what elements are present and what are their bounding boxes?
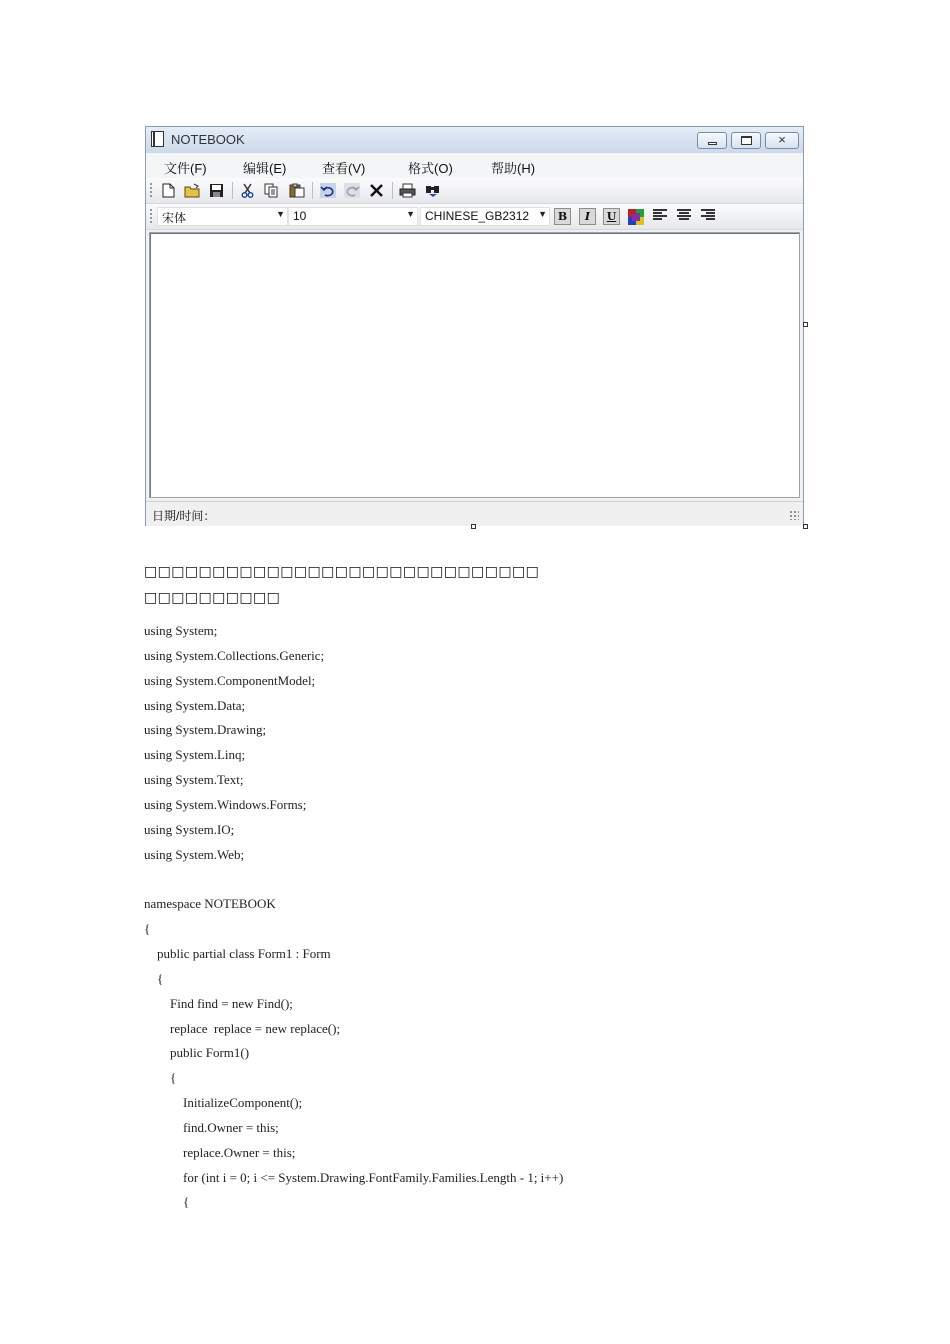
copy-icon[interactable] — [263, 182, 280, 199]
code-line: for (int i = 0; i <= System.Drawing.FontFamily.Families.Length - 1; i++) — [144, 1169, 564, 1185]
code-line — [144, 867, 563, 892]
paste-icon[interactable] — [288, 182, 305, 199]
menu-format[interactable]: 格式(O) — [408, 161, 453, 176]
notebook-window — [145, 126, 804, 526]
open-icon[interactable] — [184, 182, 201, 199]
toolbar-separator — [392, 182, 393, 199]
code-line: using System.Text; — [144, 772, 244, 788]
new-icon[interactable] — [160, 182, 177, 199]
code-line: public Form1() — [144, 1045, 250, 1061]
code-line: using System.Linq; — [144, 747, 246, 763]
code-line: { — [144, 1070, 177, 1086]
code-line: using System.Windows.Forms; — [144, 796, 307, 812]
chevron-down-icon: ▼ — [406, 209, 415, 219]
garbled-text-line: □□□□□□□□□□□□□□□□□□□□□□□□□□□□□ — [144, 564, 540, 580]
code-line: using System.Web; — [144, 846, 245, 862]
align-left-icon[interactable] — [653, 209, 667, 223]
code-line: replace.Owner = this; — [144, 1144, 296, 1160]
toolbar-grip[interactable] — [150, 209, 152, 224]
code-line: Find find = new Find(); — [144, 995, 293, 1011]
code-line: find.Owner = this; — [144, 1119, 279, 1135]
format-toolbar — [146, 204, 803, 230]
menu-view[interactable]: 查看(V) — [322, 161, 366, 176]
chevron-down-icon: ▼ — [276, 209, 285, 219]
menu-help[interactable]: 帮助(H) — [491, 161, 536, 176]
find-icon[interactable] — [424, 182, 441, 199]
code-line: using System.Data; — [144, 697, 246, 713]
font-family-value: 宋体 — [162, 211, 187, 225]
code-line: public partial class Form1 : Form — [144, 945, 331, 961]
menu-bar — [146, 153, 803, 178]
toolbar-separator — [312, 182, 313, 199]
text-editor[interactable] — [149, 232, 800, 498]
minimize-button[interactable] — [697, 132, 727, 149]
garbled-text-line: □□□□□□□□□□ — [144, 590, 281, 606]
redo-icon[interactable] — [343, 182, 360, 199]
menu-edit[interactable]: 编辑(E) — [243, 161, 287, 176]
close-button[interactable] — [765, 132, 799, 149]
resize-handle[interactable] — [803, 524, 808, 529]
status-bar — [146, 501, 803, 526]
toolbar-grip[interactable] — [150, 183, 152, 198]
notebook-app-icon — [151, 131, 164, 147]
maximize-button[interactable] — [731, 132, 761, 149]
status-datetime-label: 日期/时间： — [152, 509, 216, 523]
menu-file[interactable]: 文件(F) — [164, 161, 207, 176]
code-line: { — [144, 921, 151, 937]
code-line: { — [144, 970, 164, 986]
toolbar-separator — [232, 182, 233, 199]
align-center-icon[interactable] — [677, 209, 691, 223]
resize-handle[interactable] — [803, 322, 808, 327]
undo-icon[interactable] — [319, 182, 336, 199]
code-line: using System.Collections.Generic; — [144, 647, 325, 663]
code-line: using System; — [144, 623, 218, 638]
font-size-select[interactable] — [288, 207, 418, 226]
title-bar — [146, 127, 803, 154]
delete-icon[interactable] — [368, 182, 385, 199]
code-line: { — [144, 1194, 190, 1210]
code-line: using System.Drawing; — [144, 722, 267, 738]
color-picker-icon[interactable] — [627, 208, 644, 225]
code-line: using System.ComponentModel; — [144, 672, 316, 688]
code-listing — [144, 619, 563, 1215]
window-title: NOTEBOOK — [171, 132, 245, 147]
code-line: using System.IO; — [144, 821, 235, 837]
print-icon[interactable] — [399, 182, 416, 199]
bold-button[interactable]: B — [554, 208, 571, 225]
font-family-select[interactable] — [157, 207, 288, 226]
code-line: namespace NOTEBOOK — [144, 896, 276, 912]
font-size-value: 10 — [293, 209, 307, 223]
cut-icon[interactable] — [239, 182, 256, 199]
close-icon: × — [778, 132, 786, 147]
save-icon[interactable] — [208, 182, 225, 199]
charset-value: CHINESE_GB2312 — [425, 209, 530, 223]
standard-toolbar — [146, 178, 803, 204]
code-line: replace replace = new replace(); — [144, 1020, 341, 1036]
underline-button[interactable]: U — [603, 208, 620, 225]
align-right-icon[interactable] — [701, 209, 715, 223]
resize-handle[interactable] — [471, 524, 476, 529]
charset-select[interactable] — [420, 207, 550, 226]
code-line: InitializeComponent(); — [144, 1095, 303, 1111]
italic-button[interactable]: I — [579, 208, 596, 225]
chevron-down-icon: ▼ — [538, 209, 547, 219]
resize-grip-icon[interactable] — [789, 510, 799, 520]
